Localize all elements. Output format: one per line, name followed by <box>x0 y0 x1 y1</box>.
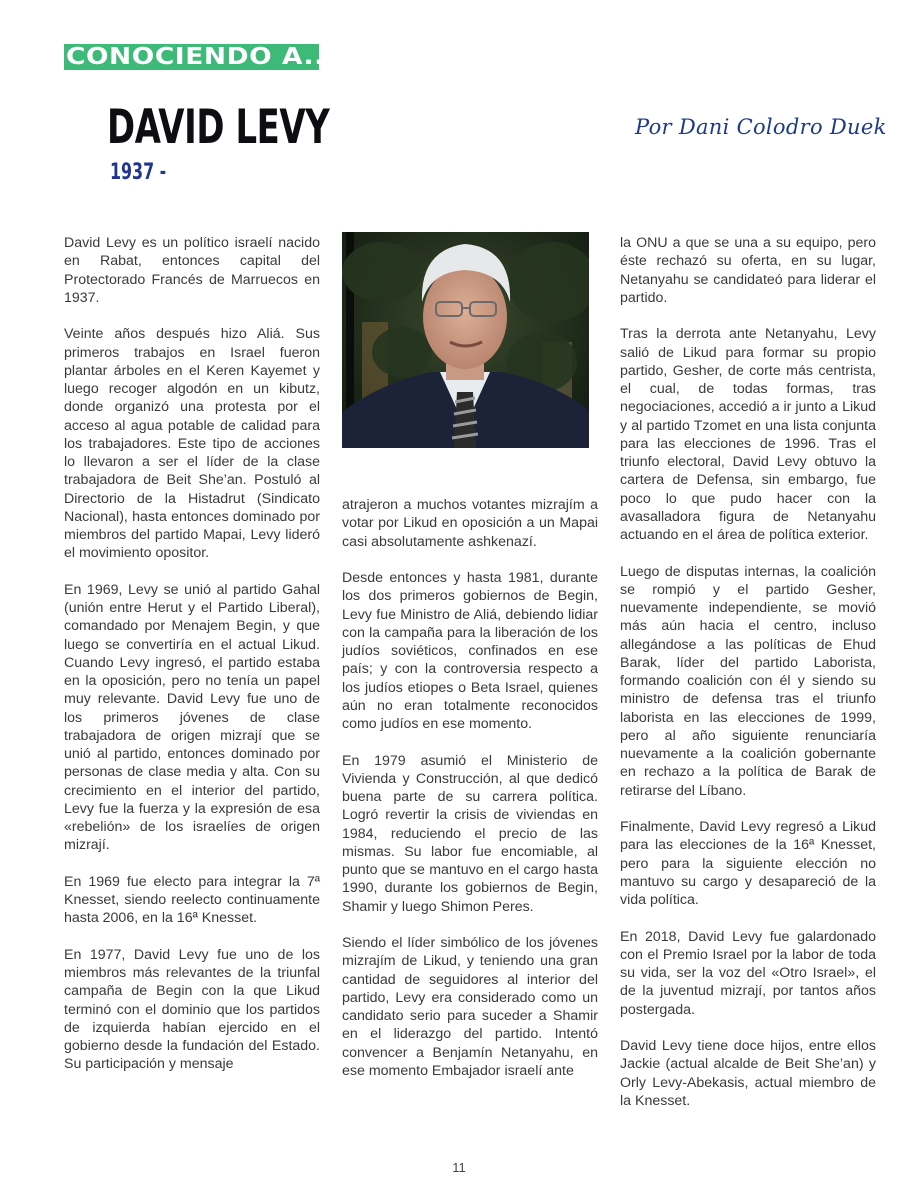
paragraph: Finalmente, David Levy regresó a Likud para las elecciones de la 16ª Knesset, pero para la siguiente elección no mantuvo su cargo y desapareció de la vida política. <box>620 819 876 908</box>
paragraph: la ONU a que se una a su equipo, pero éste rechazó su oferta, en su lugar, Netanyahu se candidateó para liderar el partido. <box>620 235 876 306</box>
text-column-1 <box>64 234 320 1074</box>
paragraph: En 2018, David Levy fue galardonado con el Premio Israel por la labor de toda su vida, ser la voz del «Otro Israel», el de la juventud mizrají, por tantos años postergada. <box>620 928 876 1018</box>
paragraph: David Levy tiene doce hijos, entre ellos Jackie (actual alcalde de Beit She’an) y Orly Levy-Abekasis, actual miembro de la Knesset. <box>620 1038 876 1109</box>
paragraph: En 1969, Levy se unió al partido Gahal (unión entre Herut y el Partido Liberal), comandado por Menajem Begin, y que luego se convertiría en el actual Likud. Cuando Levy ingresó, el partido estaba en la oposición, pero no tenía un papel muy relevante. David Levy fue uno de los primeros jóvenes de clase trabajadora de origen mizrají que se unió al partido, entonces dominado por personas de clase media y alta. Con su crecimiento en el interior del partido, Levy fue la fuerza y la expresión de esa «rebelión» de los israelíes de origen mizrají. <box>64 581 320 854</box>
portrait-illustration <box>342 232 589 448</box>
section-label: CONOCIENDO A... <box>66 44 336 70</box>
paragraph: Luego de disputas internas, la coalición se rompió y el partido Gesher, nuevamente independiente, se movió más aún hacia el centro, incluso allegándose a las políticas de Ehud Barak, líder del partido Laborista, formando coalición con él y siendo su ministro de defensa tras el triunfo laborista en las elecciones de 1999, pero al año siguiente renunciaría nuevamente a la coalición gobernante en rechazo a la política de Barak de retirarse del Líbano. <box>620 563 876 799</box>
life-years: 1937 - <box>110 160 167 185</box>
paragraph: Desde entonces y hasta 1981, durante los dos primeros gobiernos de Begin, Levy fue Ministro de Aliá, debiendo lidiar con la campaña para la liberación de los judíos soviéticos, confinados en ese país; y con la controversia respecto a los judíos etiopes o Beta Israel, quienes aún no eran totalmente reconocidos como judíos en ese momento. <box>342 570 598 732</box>
paragraph: Veinte años después hizo Aliá. Sus primeros trabajos en Israel fueron plantar árboles en el Keren Kayemet y luego recoger algodón en un kibutz, donde organizó una protesta por el acceso al agua potable de calidad para los trabajadores. Este tipo de acciones lo llevaron a ser el líder de la clase trabajadora de Beit She’an. Postuló al Directorio de la Histadrut (Sindicato Nacional), hasta entonces dominado por miembros del partido Mapai, Levy lideró el movimiento opositor. <box>64 326 320 562</box>
portrait-photo <box>342 232 589 448</box>
paragraph: Siendo el líder simbólico de los jóvenes mizrajím de Likud, y teniendo una gran cantidad de seguidores al interior del partido, Levy era considerado como un candidato serio para suceder a Shamir en el liderazgo del partido. Intentó convencer a Benjamín Netanyahu, en ese momento Embajador israelí ante <box>342 935 598 1079</box>
text-column-3 <box>620 234 876 1110</box>
paragraph: En 1977, David Levy fue uno de los miembros más relevantes de la triunfal campaña de Begin con la que Likud terminó con el dominio que los partidos de izquierda habían ejercido en el gobierno desde la fundación del Estado. Su participación y mensaje <box>64 946 320 1073</box>
article-title: DAVID LEVY <box>107 100 330 155</box>
paragraph: atrajeron a muchos votantes mizrajím a votar por Likud en oposición a un Mapai casi absolutamente ashkenazí. <box>342 497 598 550</box>
author-byline: Por Dani Colodro Duek <box>635 115 887 139</box>
paragraph: En 1979 asumió el Ministerio de Vivienda y Construcción, al que dedicó buena parte de su carrera política. Logró revertir la crisis de viviendas en 1984, reduciendo el precio de las mismas. Su labor fue encomiable, al punto que se mantuvo en el cargo hasta 1990, durante los gobiernos de Begin, Shamir y luego Shimon Peres. <box>342 752 598 915</box>
paragraph: Tras la derrota ante Netanyahu, Levy salió de Likud para formar su propio partido, Gesher, de corte más centrista, el cual, de todas formas, tras negociaciones, accedió a ir junto a Likud y al partido Tzomet en una lista conjunta para las elecciones de 1996. Tras el triunfo electoral, David Levy obtuvo la cartera de Defensa, sin embargo, fue poco lo que pudo hacer con la avasalladora figura de Netanyahu actuando en el área de política exterior. <box>620 326 876 543</box>
paragraph: En 1969 fue electo para integrar la 7ª Knesset, siendo reelecto continuamente hasta 2006, en la 16ª Knesset. <box>64 873 320 927</box>
paragraph: David Levy es un político israelí nacido en Rabat, entonces capital del Protectorado Francés de Marruecos en 1937. <box>64 235 320 306</box>
section-banner <box>64 44 336 70</box>
page-number: 11 <box>452 1160 466 1175</box>
text-column-2 <box>342 496 598 1080</box>
